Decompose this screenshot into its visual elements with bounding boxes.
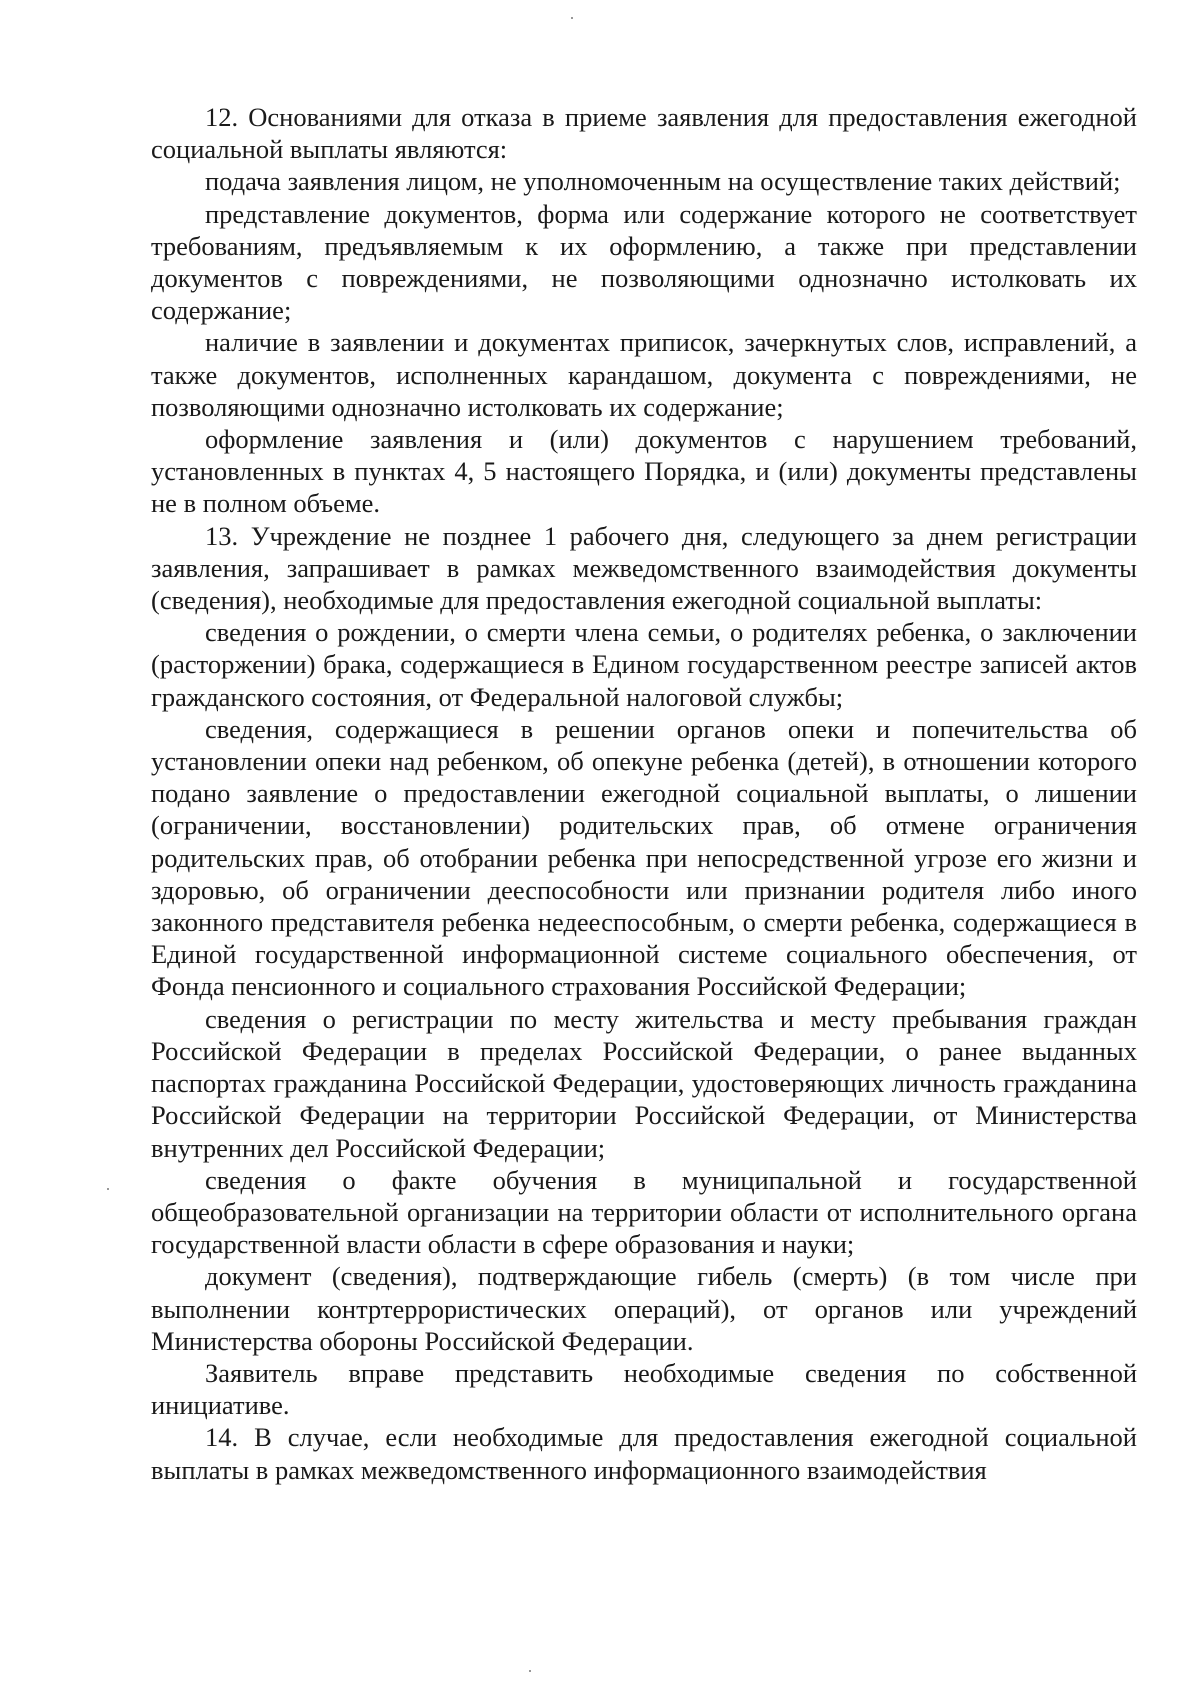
paragraph-12-heading: 12. Основаниями для отказа в приеме заявления для предоставления ежегодной социальной выплаты являются:	[151, 102, 1137, 165]
scan-speck	[107, 1188, 109, 1190]
paragraph-defense-info: документ (сведения), подтверждающие гибель (смерть) (в том числе при выполнении контртеррористических операций), от органов или учреждений Министерства обороны Российской Федерации.	[151, 1261, 1137, 1356]
paragraph-applicant-initiative: Заявитель вправе представить необходимые сведения по собственной инициативе.	[151, 1357, 1137, 1421]
scan-speck	[571, 17, 573, 19]
paragraph-violations: оформление заявления и (или) документов с нарушением требований, установленных в пунктах 4, 5 настоящего Порядка, и (или) документы представлены не в полном объеме.	[151, 424, 1137, 519]
paragraph-registration-info: сведения о регистрации по месту жительства и месту пребывания граждан Российской Федерации в пределах Российской Федерации, о ранее выданных паспортах гражданина Российской Федерации, удостоверяющих личность гражданина Российской Федерации на территории Российской Федерации, от Министерства внутренних дел Российской Федерации;	[151, 1003, 1137, 1163]
paragraph-14-heading: 14. В случае, если необходимые для предоставления ежегодной социальной выплаты в рамках межведомственного информационного взаимодействия	[151, 1422, 1137, 1485]
paragraph-education-info: сведения о факте обучения в муниципальной и государственной общеобразовательной организации на территории области от исполнительного органа государственной власти области в сфере образования и науки;	[151, 1164, 1137, 1260]
document-body	[151, 101, 1137, 1486]
paragraph-unauthorized-person: подача заявления лицом, не уполномоченным на осуществление таких действий;	[205, 166, 1121, 197]
paragraph-guardianship-info: сведения, содержащиеся в решении органов опеки и попечительства об установлении опеки над ребенком, об опекуне ребенка (детей), в отношении которого подано заявление о предоставлении ежегодной социальной выплаты, о лишении (ограничении, восстановлении) родительских прав, об отмене ограничения родительских прав, об отобрании ребенка при непосредственной угрозе его жизни и здоровью, об ограничении дееспособности или признании родителя либо иного законного представителя ребенка недееспособным, о смерти ребенка, содержащиеся в Единой государственной информационной системе социального обеспечения, от Фонда пенсионного и социального страхования Российской Федерации;	[151, 713, 1137, 1002]
paragraph-13-heading: 13. Учреждение не позднее 1 рабочего дня, следующего за днем регистрации заявления, запрашивает в рамках межведомственного взаимодействия документы (сведения), необходимые для предоставления ежегодной социальной выплаты:	[151, 520, 1137, 616]
paragraph-improper-documents: представление документов, форма или содержание которого не соответствует требованиям, предъявляемым к их оформлению, а также при представлении документов с повреждениями, не позволяющими однозначно истолковать их содержание;	[151, 198, 1137, 326]
paragraph-birth-death-info: сведения о рождении, о смерти члена семьи, о родителях ребенка, о заключении (расторжении) брака, содержащиеся в Едином государственном реестре записей актов гражданского состояния, от Федеральной налоговой службы;	[151, 617, 1137, 712]
paragraph-corrections: наличие в заявлении и документах приписок, зачеркнутых слов, исправлений, а также документов, исполненных карандашом, документа с повреждениями, не позволяющими однозначно истолковать их содержание;	[151, 327, 1137, 422]
scan-speck	[529, 1670, 531, 1672]
